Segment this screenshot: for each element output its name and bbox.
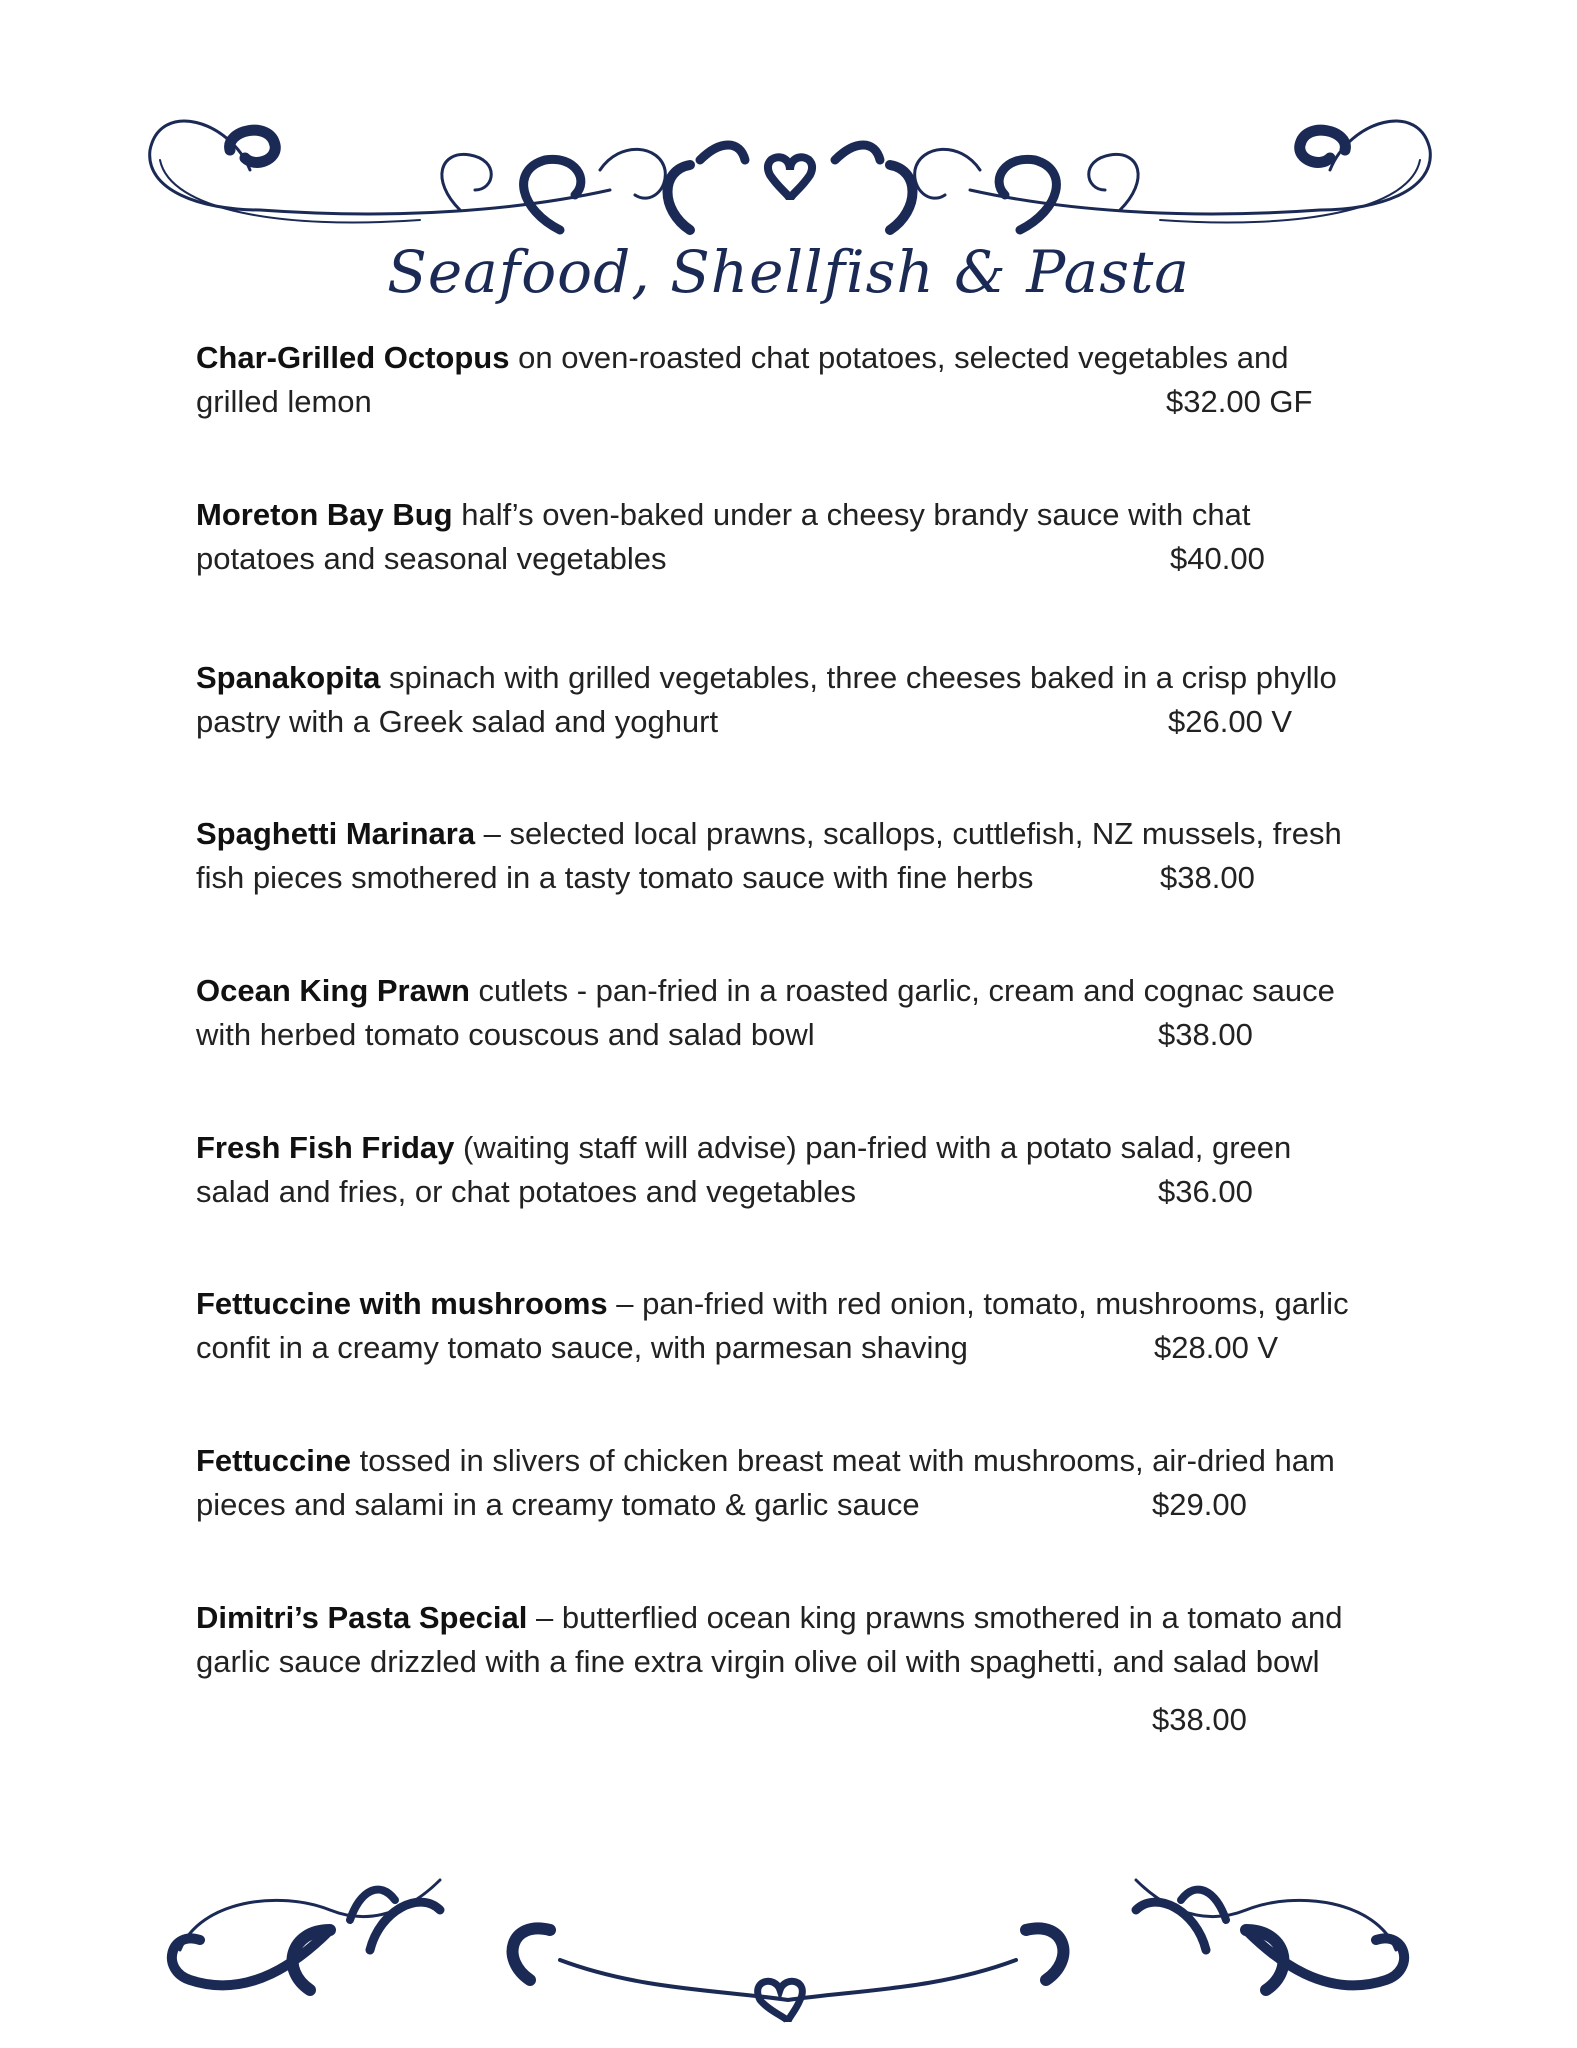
- item-name: Dimitri’s Pasta Special: [196, 1600, 528, 1635]
- menu-item-char-grilled-octopus: [196, 336, 1386, 424]
- item-price: $40.00: [1170, 541, 1265, 576]
- item-description-cont: pastry with a Greek salad and yoghurt: [196, 704, 719, 739]
- item-name: Fettuccine: [196, 1443, 352, 1478]
- item-description: (waiting staff will advise) pan-fried with a potato salad, green: [454, 1130, 1292, 1165]
- item-name: Fresh Fish Friday: [196, 1130, 455, 1165]
- item-price: $36.00: [1158, 1174, 1253, 1209]
- item-description: cutlets - pan-fried in a roasted garlic, cream and cognac sauce: [469, 973, 1335, 1008]
- menu-section-title: Seafood, Shellfish & Pasta: [387, 238, 1190, 306]
- item-price: $26.00 V: [1168, 704, 1293, 739]
- menu-item-fresh-fish-friday: [196, 1126, 1386, 1214]
- menu-item-spaghetti-marinara: [196, 812, 1386, 900]
- item-price: $38.00: [1158, 1017, 1253, 1052]
- menu-item-dimitris-pasta-special: [196, 1596, 1386, 1742]
- item-description: – butterflied ocean king prawns smothered in a tomato and: [527, 1600, 1343, 1635]
- item-price: $32.00 GF: [1166, 384, 1313, 419]
- menu-item-spanakopita: [196, 656, 1386, 744]
- item-description: spinach with grilled vegetables, three cheeses baked in a crisp phyllo: [380, 660, 1337, 695]
- item-price: $29.00: [1152, 1487, 1247, 1522]
- item-description: on oven-roasted chat potatoes, selected vegetables and: [509, 340, 1289, 375]
- item-description-cont: pieces and salami in a creamy tomato & garlic sauce: [196, 1487, 920, 1522]
- item-description-cont: with herbed tomato couscous and salad bowl: [196, 1017, 815, 1052]
- item-description-cont: garlic sauce drizzled with a fine extra virgin olive oil with spaghetti, and salad bowl: [196, 1644, 1320, 1679]
- item-price: $38.00: [1160, 860, 1255, 895]
- item-description: half’s oven-baked under a cheesy brandy sauce with chat: [452, 497, 1251, 532]
- item-price: $38.00: [1152, 1702, 1247, 1737]
- item-description-cont: fish pieces smothered in a tasty tomato sauce with fine herbs: [196, 860, 1034, 895]
- menu-item-moreton-bay-bug: [196, 493, 1386, 581]
- menu-item-fettuccine: [196, 1439, 1386, 1527]
- item-description: – selected local prawns, scallops, cuttlefish, NZ mussels, fresh: [475, 816, 1342, 851]
- item-description-cont: salad and fries, or chat potatoes and vegetables: [196, 1174, 857, 1209]
- item-name: Ocean King Prawn: [196, 973, 470, 1008]
- menu-item-fettuccine-mushrooms: [196, 1282, 1386, 1370]
- item-description-cont: potatoes and seasonal vegetables: [196, 541, 667, 576]
- item-name: Spaghetti Marinara: [196, 816, 476, 851]
- item-name: Moreton Bay Bug: [196, 497, 453, 532]
- item-name: Fettuccine with mushrooms: [196, 1286, 608, 1321]
- item-name: Spanakopita: [196, 660, 381, 695]
- item-description-cont: confit in a creamy tomato sauce, with parmesan shaving: [196, 1330, 968, 1365]
- bottom-scroll-ornament: [0, 1840, 1577, 2030]
- top-scroll-ornament: [0, 60, 1577, 250]
- item-description: – pan-fried with red onion, tomato, mushrooms, garlic: [607, 1286, 1349, 1321]
- item-description: tossed in slivers of chicken breast meat with mushrooms, air-dried ham: [351, 1443, 1335, 1478]
- item-price: $28.00 V: [1154, 1330, 1279, 1365]
- item-description-cont: grilled lemon: [196, 384, 372, 419]
- item-name: Char-Grilled Octopus: [196, 340, 510, 375]
- menu-item-ocean-king-prawn: [196, 969, 1386, 1057]
